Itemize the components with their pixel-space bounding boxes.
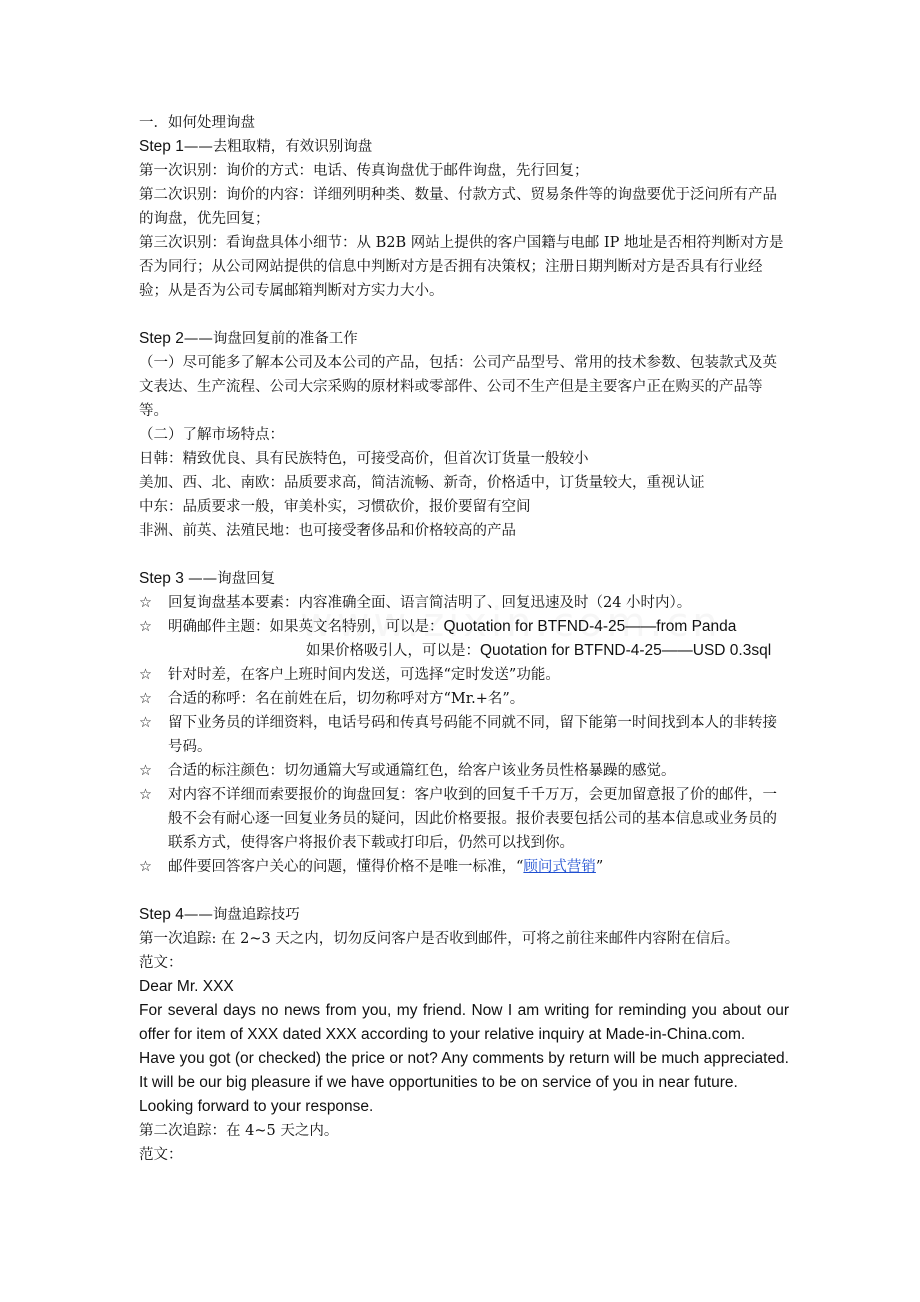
star-icon: ☆ <box>139 787 152 803</box>
step3-bullet-8 <box>139 855 789 879</box>
subject-example-2: Quotation for BTFND-4-25——USD 0.3sql <box>480 642 772 659</box>
bullet-text <box>168 855 789 879</box>
subject-rule-1: 明确邮件主题：如果英文名特别，可以是： <box>168 619 444 635</box>
bullet-text: 合适的称呼：名在前姓在后，切勿称呼对方“Mr.+名”。 <box>168 691 525 707</box>
step3-bullet-4 <box>139 687 789 711</box>
bullet-text-post: ” <box>595 859 604 875</box>
step4-first-followup: 第一次追踪: 在 2~3 天之内，切勿反问客户是否收到邮件，可将之前往来邮件内容附在信后。 <box>139 931 740 947</box>
step3-bullet-7 <box>139 783 789 855</box>
sample-label: 范文： <box>139 955 183 971</box>
step3-bullet-5 <box>139 711 789 759</box>
step1-line-3: 第三次识别：看询盘具体小细节：从 B2B 网站上提供的客户国籍与电邮 IP 地址是否相符判断对方是否为同行；从公司网站提供的信息中判断对方是否拥有决策权；注册日期判断对方是否具有行业经验；从是否为公司专属邮箱判断对方实力大小。 <box>139 235 784 299</box>
subject-example-1: Quotation for BTFND-4-25——from Panda <box>443 618 737 635</box>
subject-rule-2: 如果价格吸引人，可以是： <box>306 643 480 659</box>
bullet-text <box>168 615 789 663</box>
star-icon: ☆ <box>139 859 152 875</box>
sample-label-2: 范文： <box>139 1147 183 1163</box>
star-icon: ☆ <box>139 715 152 731</box>
step3-title-en: Step 3 <box>139 570 189 587</box>
star-icon: ☆ <box>139 667 152 683</box>
letter-paragraph-1: For several days no news from you, my friend. Now I am writing for reminding you about our offer for item of XXX dated XXX according to your relative inquiry at Made-in-China.com. <box>139 1002 789 1043</box>
step2-title <box>139 327 789 351</box>
market-africa: 非洲、前英、法殖民地：也可接受奢侈品和价格较高的产品 <box>139 523 516 539</box>
market-america-europe: 美加、西、北、南欧：品质要求高，简洁流畅、新奇，价格适中，订货量较大，重视认证 <box>139 475 705 491</box>
bullet-text: 回复询盘基本要素：内容准确全面、语言简洁明了、回复迅速及时（24 小时内）。 <box>168 595 692 611</box>
star-icon: ☆ <box>139 595 152 611</box>
letter-paragraph-3: Looking forward to your response. <box>139 1098 374 1115</box>
bullet-text: 对内容不详细而索要报价的询盘回复：客户收到的回复千千万万，会更加留意报了价的邮件，一般不会有耐心逐一回复业务员的疑问，因此价格要报。报价表要包括公司的基本信息或业务员的联系方式，使得客户将报价表下载或打印后，仍然可以找到你。 <box>168 787 777 851</box>
star-icon: ☆ <box>139 691 152 707</box>
step4-title <box>139 903 789 927</box>
step2-item-2: （二）了解市场特点： <box>139 427 284 443</box>
document-body <box>139 111 789 1167</box>
bullet-text: 留下业务员的详细资料，电话号码和传真号码能不同就不同，留下能第一时间找到本人的非转接号码。 <box>168 715 777 755</box>
step4-title-en: Step 4 <box>139 906 184 923</box>
step3-bullet-6 <box>139 759 789 783</box>
consultative-marketing-link[interactable]: 顾问式营销 <box>523 859 596 875</box>
step1-title-zh: ——去粗取精，有效识别询盘 <box>183 139 373 155</box>
letter-paragraph-2: Have you got (or checked) the price or not? Any comments by return will be much appreciated. It will be our big pleasure if we have opportunities to be on service of you in near future. <box>139 1050 789 1091</box>
step1-title-en: Step 1 <box>139 138 184 155</box>
bullet-text-pre: 邮件要回答客户关心的问题，懂得价格不是唯一标准，“ <box>168 859 524 875</box>
step4-second-followup: 第二次追踪：在 4~5 天之内。 <box>139 1123 339 1139</box>
star-icon: ☆ <box>139 619 152 635</box>
step2-item-1: （一）尽可能多了解本公司及本公司的产品，包括：公司产品型号、常用的技术参数、包装款式及英文表达、生产流程、公司大宗采购的原材料或零部件、公司不生产但是主要客户正在购买的产品等等。 <box>139 355 777 419</box>
spacer <box>139 303 789 327</box>
section-heading: 一．如何处理询盘 <box>139 115 255 131</box>
step3-title-zh: ——询盘回复 <box>188 571 276 587</box>
step1-title <box>139 135 789 159</box>
step4-title-zh: ——询盘追踪技巧 <box>183 907 300 923</box>
step3-title <box>139 567 789 591</box>
market-japan-korea: 日韩：精致优良、具有民族特色，可接受高价，但首次订货量一般较小 <box>139 451 589 467</box>
step1-line-1: 第一次识别：询价的方式：电话、传真询盘优于邮件询盘，先行回复； <box>139 163 589 179</box>
letter-salutation: Dear Mr. XXX <box>139 978 234 995</box>
spacer <box>139 879 789 903</box>
star-icon: ☆ <box>139 763 152 779</box>
step3-bullet-2 <box>139 615 789 663</box>
step2-title-en: Step 2 <box>139 330 184 347</box>
bullet-text: 合适的标注颜色：切勿通篇大写或通篇红色，给客户该业务员性格暴躁的感觉。 <box>168 763 676 779</box>
step3-bullet-1 <box>139 591 789 615</box>
step1-line-2: 第二次识别：询价的内容：详细列明种类、数量、付款方式、贸易条件等的询盘要优于泛问所有产品的询盘，优先回复； <box>139 187 777 227</box>
bullet-text: 针对时差，在客户上班时间内发送，可选择“定时发送”功能。 <box>168 667 560 683</box>
market-middle-east: 中东：品质要求一般，审美朴实，习惯砍价，报价要留有空间 <box>139 499 531 515</box>
step3-bullet-3 <box>139 663 789 687</box>
spacer <box>139 543 789 567</box>
step2-title-zh: ——询盘回复前的准备工作 <box>183 331 358 347</box>
